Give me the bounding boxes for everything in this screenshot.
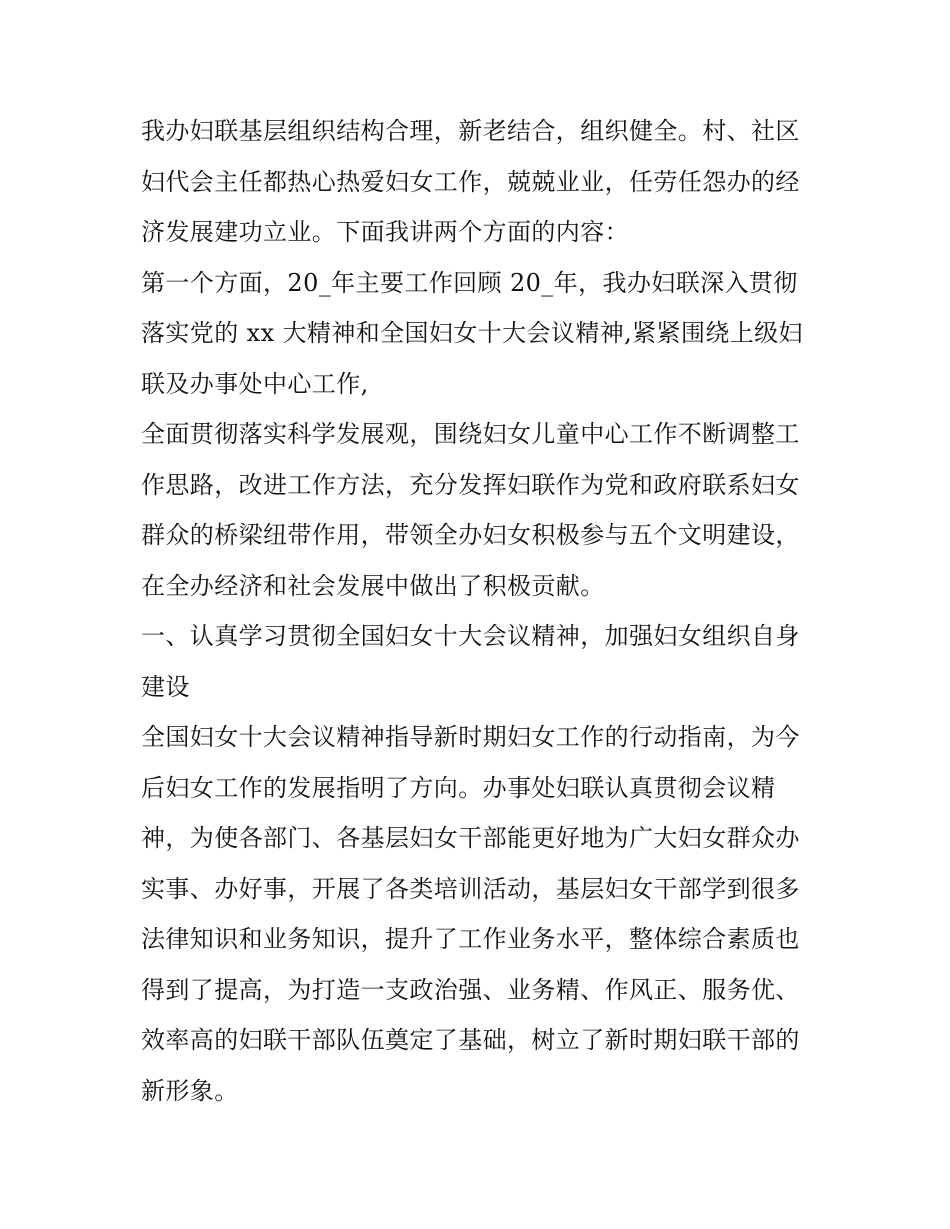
text-line: 法律知识和业务知识，提升了工作业务水平，整体综合素质也	[141, 925, 800, 953]
document-body	[141, 106, 813, 1116]
text-line: 全国妇女十大会议精神指导新时期妇女工作的行动指南，为今	[141, 723, 800, 751]
text-line: 妇代会主任都热心热爱妇女工作，兢兢业业，任劳任怨办的经	[141, 167, 800, 196]
text-line: 效率高的妇联干部队伍奠定了基础，树立了新时期妇联干部的	[141, 1026, 800, 1054]
text-line: 联及办事处中心工作,	[141, 369, 369, 398]
text-line: 在全办经济和社会发展中做出了积极贡献。	[141, 571, 605, 600]
text-line: 后妇女工作的发展指明了方向。办事处妇联认真贯彻会议精	[141, 773, 776, 802]
section-heading-line: 一、认真学习贯彻全国妇女十大会议精神，加强妇女组织自身	[141, 622, 800, 650]
text-line: 济发展建功立业。下面我讲两个方面的内容：	[141, 218, 629, 246]
text-line: 实事、办好事，开展了各类培训活动，基层妇女干部学到很多	[141, 874, 800, 903]
section-heading-line: 建设	[141, 672, 190, 701]
text-line: 得到了提高，为打造一支政治强、业务精、作风正、服务优、	[141, 975, 800, 1004]
text-line: 落实党的 xx 大精神和全国妇女十大会议精神,紧紧围绕上级妇	[141, 319, 803, 347]
text-line: 我办妇联基层组织结构合理，新老结合，组织健全。村、社区	[141, 117, 800, 145]
text-line: 神，为使各部门、各基层妇女干部能更好地为广大妇女群众办	[141, 824, 800, 852]
text-line: 新形象。	[141, 1076, 239, 1105]
text-line: 作思路，改进工作方法，充分发挥妇联作为党和政府联系妇女	[141, 470, 800, 499]
text-line: 群众的桥梁纽带作用，带领全办妇女积极参与五个文明建设，	[141, 521, 800, 549]
text-line: 全面贯彻落实科学发展观，围绕妇女儿童中心工作不断调整工	[141, 420, 800, 448]
text-line: 第一个方面，20_年主要工作回顾 20_年，我办妇联深入贯彻	[141, 268, 798, 297]
